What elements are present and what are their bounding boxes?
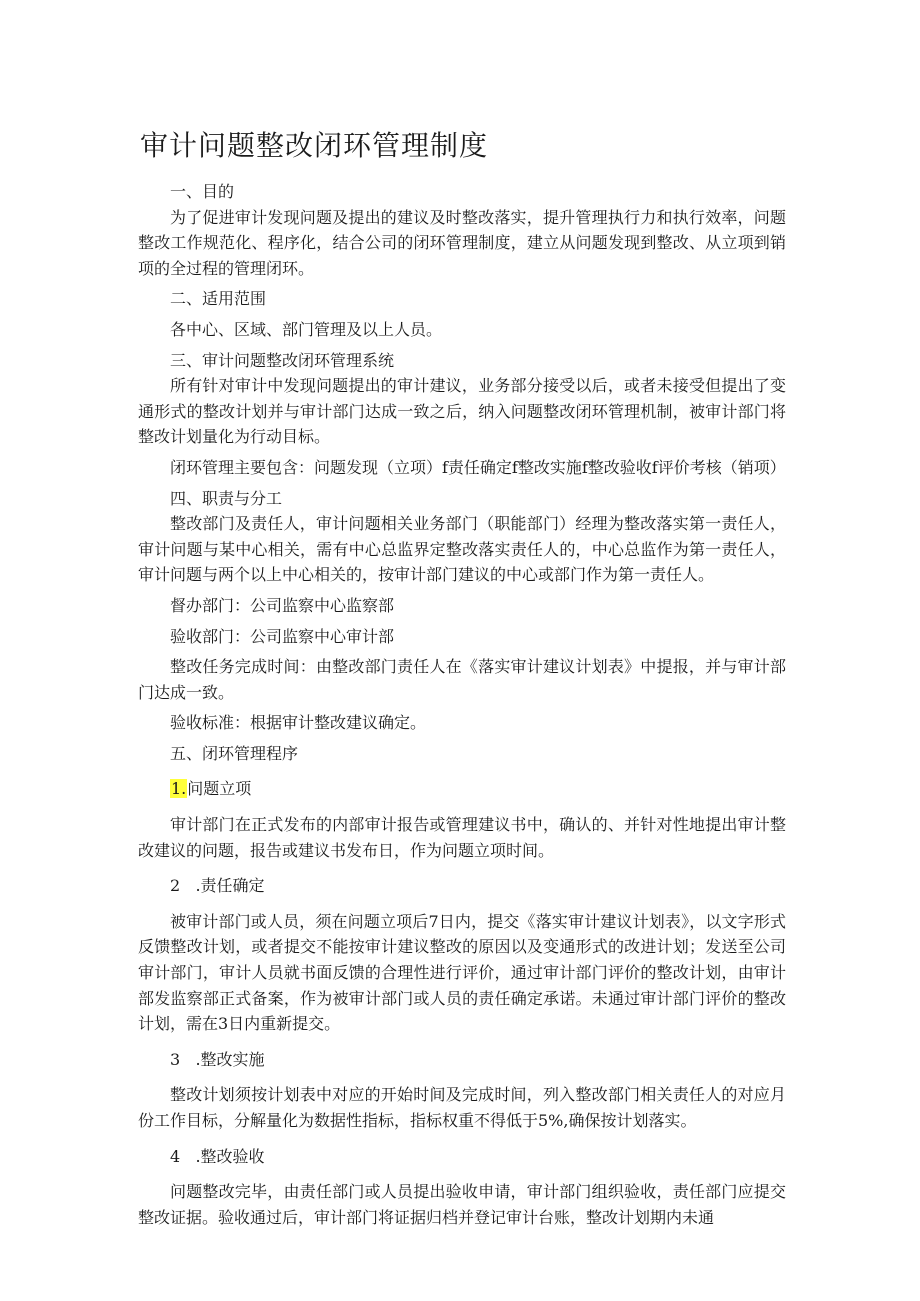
- paragraph-supervising-department: 督办部门：公司监察中心监察部: [170, 595, 395, 615]
- paragraph-purpose: 为了促进审计发现问题及提出的建议及时整改落实，提升管理执行力和执行效率，问题整改工作规范化、程序化，结合公司的闭环管理制度，建立从问题发现到整改、从立项到销项的全过程的管理闭环。: [138, 207, 786, 278]
- step-title: .整改验收: [195, 1146, 265, 1166]
- paragraph-implementation: 整改计划须按计划表中对应的开始时间及完成时间，列入整改部门相关责任人的对应月份工作目标，分解量化为数据性指标，指标权重不得低于5%,确保按计划落实。: [138, 1085, 786, 1130]
- paragraph-acceptance-department: 验收部门：公司监察中心审计部: [170, 626, 395, 646]
- section-heading-purpose: 一、目的: [170, 182, 235, 201]
- step-heading-issue-registration: [138, 776, 786, 802]
- step-title: .整改实施: [195, 1049, 265, 1069]
- paragraph-system: 所有针对审计中发现问题提出的审计建议，业务部分接受以后，或者未接受但提出了变通形式的整改计划并与审计部门达成一致之后，纳入问题整改闭环管理机制，被审计部门将整改计划量化为行动目标。: [138, 376, 786, 447]
- step-heading-implementation: [138, 1047, 786, 1073]
- paragraph-completion-time: 整改任务完成时间：由整改部门责任人在《落实审计建议计划表》中提报，并与审计部门达成一致。: [138, 657, 786, 702]
- step-number-highlight: 1.: [171, 779, 187, 799]
- step-title: .责任确定: [195, 876, 265, 896]
- step-heading-responsibility: [138, 873, 786, 899]
- paragraph-issue-registration: 审计部门在正式发布的内部审计报告或管理建议书中，确认的、并针对性地提出审计整改建议的问题，报告或建议书发布日，作为问题立项时间。: [138, 815, 786, 860]
- paragraph-acceptance: 问题整改完毕，由责任部门或人员提出验收申请，审计部门组织验收，责任部门应提交整改证据。验收通过后，审计部门将证据归档并登记审计台账，整改计划期内未通: [138, 1182, 786, 1227]
- paragraph-scope: 各中心、区域、部门管理及以上人员。: [170, 319, 443, 339]
- paragraph-responsible-person: 整改部门及责任人，审计问题相关业务部门（职能部门）经理为整改落实第一责任人，审计问题与某中心相关，需有中心总监界定整改落实责任人的，中心总监作为第一责任人，审计问题与两个以上中心相关的，按审计部门建议的中心或部门作为第一责任人。: [138, 514, 786, 585]
- section-heading-scope: 二、适用范围: [170, 289, 267, 309]
- section-heading-procedure: 五、闭环管理程序: [170, 743, 299, 763]
- step-number: 2: [170, 876, 181, 896]
- section-heading-system: 三、审计问题整改闭环管理系统: [170, 350, 395, 370]
- step-title: 问题立项: [187, 779, 252, 799]
- step-number: 4: [170, 1146, 181, 1166]
- step-heading-acceptance: [138, 1144, 786, 1170]
- paragraph-acceptance-standard: 验收标准：根据审计整改建议确定。: [170, 713, 427, 733]
- step-number: 3: [170, 1049, 181, 1069]
- section-heading-responsibilities: 四、职责与分工: [170, 488, 283, 508]
- document-title: 审计问题整改闭环管理制度: [140, 129, 489, 162]
- paragraph-closed-loop-contents: 闭环管理主要包含：问题发现（立项）f责任确定f整改实施f整改验收f评价考核（销项）: [170, 457, 786, 477]
- paragraph-responsibility: 被审计部门或人员，须在问题立项后7日内，提交《落实审计建议计划表》，以文字形式反馈整改计划，或者提交不能按审计建议整改的原因以及变通形式的改进计划；发送至公司审计部门，审计人员就书面反馈的合理性进行评价，通过审计部门评价的整改计划，由审计部发监察部正式备案，作为被审计部门或人员的责任确定承诺。未通过审计部门评价的整改计划，需在3日内重新提交。: [138, 911, 786, 1034]
- document-body: [138, 179, 786, 1230]
